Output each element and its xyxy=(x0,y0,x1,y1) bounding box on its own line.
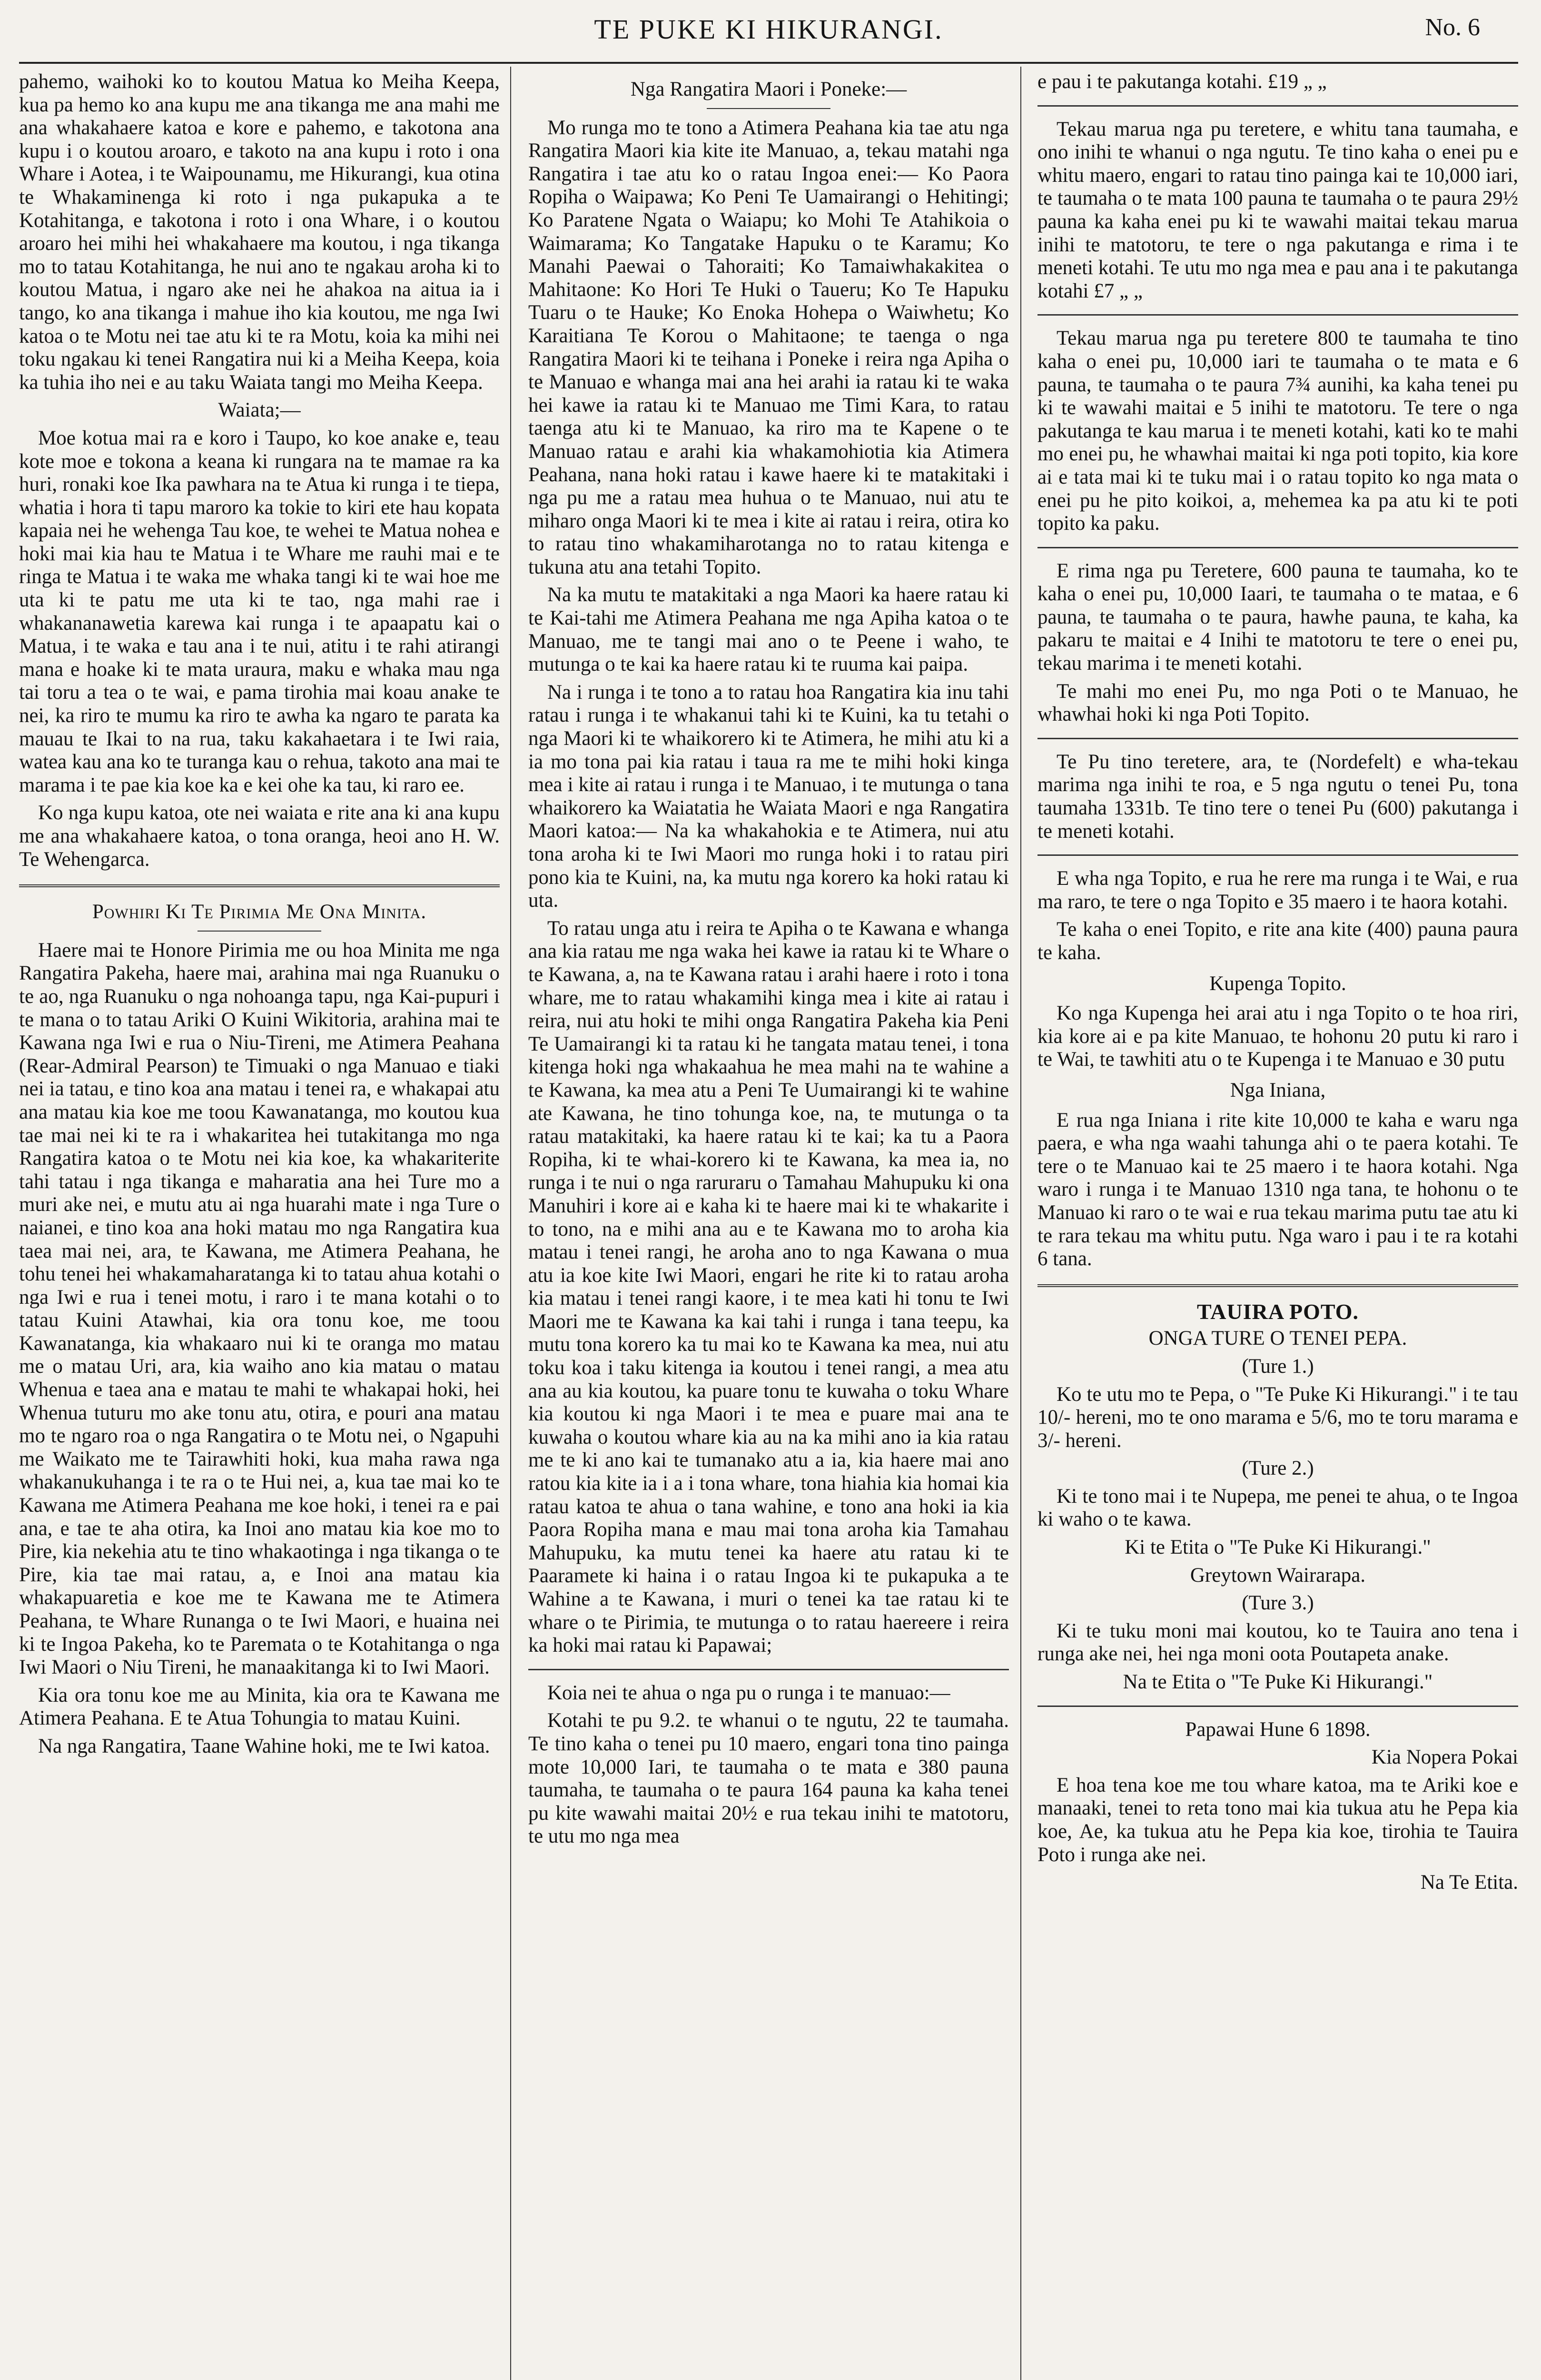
masthead xyxy=(19,0,1518,64)
column-3 xyxy=(1037,70,1518,1899)
article-paragraph: E wha nga Topito, e rua he rere ma runga i te Wai, e rua ma raro, te tere o nga Topito e 35 maero i te haora kotahi. xyxy=(1037,867,1518,913)
ture-1-text: Ko te utu mo te Pepa, o "Te Puke Ki Hikurangi." i te tau 10/- hereni, mo te ono marama e 5/6, mo te toru marama e 3/- hereni. xyxy=(1037,1383,1518,1452)
heading-rule xyxy=(707,108,830,109)
article-paragraph: Koia nei te ahua o nga pu o runga i te manuao:— xyxy=(547,1681,950,1704)
waiata-label: Waiata;— xyxy=(218,399,301,422)
article-paragraph: Kia ora tonu koe me au Minita, kia ora te Kawana me Atimera Peahana. E te Atua Tohungia to matau Kuini. xyxy=(19,1684,500,1730)
article-paragraph: Ko nga Kupenga hei arai atu i nga Topito o te hoa riri, kia kore ai e pa kite Manuao, te hohonu 20 putu ki raro i te Wai, te tawhiti atu o te Kupenga i te Manuao e 30 putu xyxy=(1037,1002,1518,1071)
section-divider xyxy=(1037,854,1518,856)
ture-3-signature: Na te Etita o "Te Puke Ki Hikurangi." xyxy=(1123,1671,1433,1694)
article-paragraph: e pau i te pakutanga kotahi. £19 „ „ xyxy=(1037,70,1327,93)
ture-2-label: (Ture 2.) xyxy=(1242,1457,1314,1480)
iniana-heading: Nga Iniana, xyxy=(1230,1079,1326,1101)
article-paragraph: To ratau unga atu i reira te Apiha o te Kawana e whanga ana kia ratau me nga waka hei kawe ia ratau ki te Whare o te Kawana, a, na te Kawana ratau i arahi haere i roto i tona whare, me to ratau whakamihi kinga mea i kite ai ratau i reira, nui atu hoki te mihi onga Rangatira Pakeha kia Peni Te Uamairangi ki ta ratau ki he tangata matau tenei, i tona kitenga hoki nga whakaahua he mea mahi na te wahine a te Kawana, ka mea atu a Peni Te Uumairangi ki te wahine ate Kawana, he tino tohunga koe, na, te mutunga o ta ratau matakitaki, ka haere ratau ki te kai; ka tu a Paora Ropiha, ki te whai-korero ki te Kawana, ka mea ia, no runga i te nui o nga raruraru o Tamahau Mahupuku ki ona Manuhiri i kore ai e kaha ki te haere mai ki te whakarite i to tono, na e mihi ana au e te Kawana mo to aroha kia matau i tenei rangi, he aroha ano to nga Kawana o mua atu ia koe kite Iwi Maori, engari he rite ki to ratau aroha kia matau i tenei rangi kaore, i te mea kati hi tonu te Iwi Maori me te Kawana ka kai tahi i runga i tana teepu, ka mutu tona korero ka tu mai ko te Kawana ka mea, nui atu toku koa i taku kitenga ia koutou i tenei rangi, a mea atu ana au kia koutou, ka puare tonu te kuwaha o toku Whare kia koutou ki nga Maori i te mea e puare mai ana te kuwaha o koutou whare kia au na ka mihi ano ia kia ratau me te ki ano kai te tumanako atu a ia, kia haere mai ano ratou kia kite ia i a i tona whare, tona hiahia kia homai kia ratau katoa te ahua o tana wahine, e tono ana hoki ia kia Paora Ropiha mana e mau mai tona aroha kia Tamahau Mahupuku, ka mutu tenei ka haere atu ratau ki te Paaramete ki haina i o ratau Ingoa ki te pukapuka a te Wahine a te Kawana, i muri o tenei ka tae ratau ki te whare o te Pirimia, te mutunga o to ratau haereere i reira ka hoki mai ratau ki Papawai; xyxy=(528,917,1009,1657)
article-paragraph: Ko nga kupu katoa, ote nei waiata e rite ana ki ana kupu me ana whakahaere katoa, o tona oranga, heoi ano H. W. Te Wehengarca. xyxy=(19,802,500,871)
section-divider xyxy=(1037,1706,1518,1707)
article-paragraph: Te kaha o enei Topito, e rite ana kite (400) pauna paura te kaha. xyxy=(1037,918,1518,964)
kupenga-heading: Kupenga Topito. xyxy=(1209,972,1346,995)
issue-number: No. 6 xyxy=(1425,14,1480,41)
section-divider xyxy=(19,884,500,887)
ture-3-text: Ki te tuku moni mai koutou, ko te Tauira ano tena i runga ake nei, hei nga moni oota Poutapeta anake. xyxy=(1037,1619,1518,1666)
article-paragraph: Tekau marua nga pu teretere 800 te taumaha te tino kaha o enei pu, 10,000 iari te taumaha o te mata e 6 pauna, te taumaha o te paura 7¾ aunihi, ka kaha tenei pu ki te wawahi maitai e 5 inihi te matotoru. Te tere o nga pakutanga te kau marua i te meneti kotahi, kati ko te mahi mo enei pu, he whawhai maitai ki nga poti topito, kia kore ai e tata mai ki te tuku mai i o ratau topito ko nga mata o enei pu he pito koikoi, a, mehemea ka pa atu ki te poti topito ka paku. xyxy=(1037,327,1518,535)
section-divider xyxy=(1037,547,1518,548)
letter-dateline: Papawai Hune 6 1898. xyxy=(1185,1718,1371,1741)
tauira-subtitle: ONGA TURE O TENEI PEPA. xyxy=(1148,1327,1407,1350)
letter-body: E hoa tena koe me tou whare katoa, ma te Ariki koe e manaaki, tenei to reta tono mai kia tukua atu he Pepa kia koe, Ae, ka tukua atu he Pepa kia koe, tirohia te Tauira Poto i runga ake nei. xyxy=(1037,1774,1518,1866)
column-1 xyxy=(19,70,500,1763)
tauira-title: TAUIRA POTO. xyxy=(1196,1299,1359,1324)
article-paragraph: Mo runga mo te tono a Atimera Peahana kia tae atu nga Rangatira Maori kia kite ite Manuao, a, tekau matahi nga Rangatira i tae atu ko o ratau Ingoa enei:— Ko Paora Ropiha o Waipawa; Ko Peni Te Uamairangi o Hehitingi; Ko Paratene Ngata o Waiapu; ko Mohi Te Atahikoia o Waimarama; Ko Tangatake Hapuku o te Karamu; Ko Manahi Paewai o Tahoraiti; Ko Tamaiwhakakitea o Mahitaone: Ko Hori Te Huki o Taueru; Ko Te Hapuku Tuaru o te Hauke; Ko Enoka Hohepa o Waiwhetu; Ko Karaitiana Te Korou o Mahitaone; te taenga o nga Rangatira Maori ki te teihana i Poneke i reira nga Apiha o te Manuao e whanga mai ana hei arahi ia ratau ki te waka hei kawe ia ratau ki te Manuao me Timi Kara, to ratau taenga atu ki te Manuao, ka riro ma te Kapene o te Manuao ratau e arahi kia whakamohiotia kia Atimera Peahana, nana hoki ratau i kawe haere ki te matakitaki i nga pu me a ratau mea huhua o te Manuao, nui atu te miharo onga Maori ki te mea i kite ai ratau i reira, otira ko to ratau tino whakamiharotanga no to ratau kitenga e tukuna atu ana tetahi Topito. xyxy=(528,116,1009,578)
heading-rule xyxy=(198,931,321,932)
section-divider xyxy=(1037,1284,1518,1287)
section-divider xyxy=(1037,105,1518,107)
section-divider xyxy=(528,1669,1009,1670)
article-paragraph: Haere mai te Honore Pirimia me ou hoa Minita me nga Rangatira Pakeha, haere mai, arahina mai nga Ruanuku o te ao, nga Ruanuku o nga nohoanga tapu, nga Kai-pupuri i te mana o to tatau Ariki O Kuini Wikitoria, arahina mai te Kawana nga Iwi e rua o Niu-Tireni, me Atimera Peahana (Rear-Admiral Pearson) te Timuaki o nga Manuao e tiaki nei ia tatau, e tino koa ana matau i tenei ra, e whakapai atu ana matau kia koe me toou Kawanatanga, mo koutou kua tae mai nei ki te ra i whakaritea hei tutakitanga mo nga Rangatira katoa o te Motu nei kia koe, ka whakariterite tahi tatau i nga tikanga e maharatia ana hei Ture mo a muri ake nei, e mutu atu ai nga huarahi mate i nga Ture o naianei, e tino koa ana hoki matau mo nga Rangatira kua taea mai nei, ara, te Kawana, me Atimera Peahana, he tohu tenei hei whakamaharatanga ki to tatau ahua kotahi o nga Iwi e rua i tenei motu, i raro i te mana kotahi o to tatau Kuini Atawhai, kia ora tonu koe, me toou Kawanatanga, kia whakaaro nui ki te oranga mo matau me o matau Uri, ara, kia waiho ano kia matau o matau Whenua e taea ana e matau te mahi te whakapai hoki, hei Whenua tuturu mo ake tonu atu, otira, e pouri ana matau mo te ngaro roa o nga Rangatira o te Motu nei, o Ngapuhi me Waikato me te Tairawhiti hoki, kua maha rawa nga whakanukuhanga i te ra o te Hui nei, a, kua tae mai ko te Kawana me Atimera Peahana me koe hoki, i tenei ra e pai ana, e tae te aha otira, ka Inoi ano matau kia koe mo to Pire, kia nekehia atu te tino whakaotinga i nga tikanga o te Pire, kia tae mai ratau, a, e Inoi ana matau kia whakapuaretia e koe me te Kawana me te Atimera Peahana, te Whare Runanga o te Iwi Maori, e huaina nei ki te Ingoa Pakeha, ko te Paremata o te Kotahitanga o nga Iwi Maori o Niu Tireni, he manaakitanga ki to Iwi Maori. xyxy=(19,939,500,1679)
column-divider xyxy=(1020,67,1021,2380)
column-divider xyxy=(510,67,511,2380)
ture-1-label: (Ture 1.) xyxy=(1242,1355,1314,1378)
article-paragraph: Na i runga i te tono a to ratau hoa Rangatira kia inu tahi ratau i runga i te whakanui tahi ki te Kuini, ka tu tetahi o nga Maori ki te whaikorero ki te Atimera, he mihi atu ki a ia mo tona pai kia ratau i taua ra me te mihi hoki kinga mea i kite ai ratau i runga i te Manuao, i te mutunga o tana whaikorero ka Waiatatia he Waiata Maori e nga Rangatira Maori katoa:— Na ka whakahokia e te Atimera, nui atu tona aroha ki te Iwi Maori mo runga hoki i to ratau piri pono kia te Kuini, na, ka mutu nga korero ka hoki ratau ki uta. xyxy=(528,681,1009,912)
column-2 xyxy=(528,70,1009,1853)
article-paragraph: Na nga Rangatira, Taane Wahine hoki, me te Iwi katoa. xyxy=(38,1735,490,1757)
article-paragraph: Te Pu tino teretere, ara, te (Nordefelt) e wha-tekau marima nga inihi te roa, e 5 nga ngutu o tenei Pu, tona taumaha 1331b. Te tino tere o tenei Pu (600) pakutanga i te meneti kotahi. xyxy=(1037,750,1518,843)
ture-2-text: Ki te tono mai i te Nupepa, me penei te ahua, o te Ingoa ki waho o te kawa. xyxy=(1037,1485,1518,1531)
article-paragraph: Te mahi mo enei Pu, mo nga Poti o te Manuao, he whawhai hoki ki nga Poti Topito. xyxy=(1037,680,1518,726)
ture-3-label: (Ture 3.) xyxy=(1242,1592,1314,1615)
article-paragraph: E rua nga Iniana i rite kite 10,000 te kaha e waru nga paera, e wha nga waahi tahunga ahi o te paera kotahi. Te tere o te Manuao kai te 25 maero i te haora kotahi. Nga waro i runga i te Manuao 1310 nga tana, te hohonu o te Manuao ki raro o te wai e rua tekau marima putu tae atu ki te rara tekau ma whitu putu. Nga waro i pau i te ra kotahi 6 tana. xyxy=(1037,1109,1518,1270)
letter-addressee: Kia Nopera Pokai xyxy=(1371,1746,1518,1769)
ture-2-address: Ki te Etita o "Te Puke Ki Hikurangi." xyxy=(1125,1536,1431,1559)
section-divider xyxy=(1037,314,1518,316)
article-paragraph: Tekau marua nga pu teretere, e whitu tana taumaha, e ono inihi te whanui o nga ngutu. Te tino kaha o enei pu e whitu maero, engari to ratau tino painga kai te 10,000 iari, te taumaha o te mata 100 pauna te taumaha o te paura 29½ pauna ka kaha enei pu ki te wawahi maitai tekau marua inihi te matotoru, te tere o nga pakutanga e rima i te meneti kotahi. Te utu mo nga mea e pau ana i te pakutanga kotahi £7 „ „ xyxy=(1037,118,1518,302)
section-divider xyxy=(1037,738,1518,739)
ture-2-address-town: Greytown Wairarapa. xyxy=(1190,1564,1366,1587)
article-paragraph: pahemo, waihoki ko to koutou Matua ko Meiha Keepa, kua pa hemo ko ana kupu me ana tikanga me ana mahi me ana whakahaere katoa e kore e pahemo, e takotona ana kupu i o koutou aroaro, e takoto na ana kupu i roto i ona Whare i Aotea, i te Waipounamu, me Hikurangi, kua otina te Whakaminenga ki roto i nga pukapuka a te Kotahitanga, e takotona i roto i ona Whare, i o koutou aroaro hei mihi hei whakahaere ma koutou, i nga tikanga mo to tatau Kotahitanga, he nui ano te ngakau aroha ki to koutou Matua, i ngaro ake nei he ahakoa na aitua ia i tango, ko ana tikanga i mahue iho kia koutou, me nga Iwi katoa o te Motu nei tae atu ki te ra Motu, koia ka mihi nei toku ngakau ki tenei Rangatira nui ki a Meiha Keepa, koia ka tuhia iho nei e au taku Waiata tangi mo Meiha Keepa. xyxy=(19,70,500,394)
letter-signature: Na Te Etita. xyxy=(1420,1871,1518,1894)
powhiri-heading: Powhiri Ki Te Pirimia Me Ona Minita. xyxy=(92,901,427,923)
article-paragraph: Kotahi te pu 9.2. te whanui o te ngutu, 22 te taumaha. Te tino kaha o tenei pu 10 maero, engari tona tino painga mote 10,000 Iari, te taumaha o te mata e 380 pauna taumaha, te taumaha o te paura 164 pauna ka kaha tenei pu kite wawahi maitai 20½ e rua tekau inihi te matotoru, te utu mo nga mea xyxy=(528,1709,1009,1848)
article-paragraph: Na ka mutu te matakitaki a nga Maori ka haere ratau ki te Kai-tahi me Atimera Peahana me nga Apiha katoa o te Manuao, me te tangi mai ano o te Peene i waho, te mutunga o te kai ka haere ratau ki te ruuma kai paipa. xyxy=(528,584,1009,676)
rangatira-heading: Nga Rangatira Maori i Poneke:— xyxy=(630,78,907,100)
article-paragraph: E rima nga pu Teretere, 600 pauna te taumaha, ko te kaha o enei pu, 10,000 Iaari, te taumaha o te mataa, e 6 pauna, te taumaha o te paura, hawhe pauna, te kaha, ka pakaru te maitai e 4 Inihi te matotoru te tere o enei pu, tekau marima i te meneti kotahi. xyxy=(1037,559,1518,675)
waiata-text: Moe kotua mai ra e koro i Taupo, ko koe anake e, teau kote moe e tokona a keana ki rungara na te mamae ra ka huri, ronaki koe Ika pawhara na te Atua ki runga i te tiepa, whatia i hora ti tapu maroro ka tokie to kiri ete hau kopata kapaia nei he wehenga Tau koe, te wehei te Matua nohea e hoki mai kia hau te Matua i te Whare me rauhi mai e te ringa te Matua i te waka me whaka tangi ki te wai hoe me uta ki te patu me uta ki te tao, nga mahi rae i whakananawetia karewa kai runga i te apaapatu kai o Matua, i te waka e tau ana i te nui, atitu i te rahi atirangi mana e hoake ki te mata uraura, maku e whaka mau nga tai toru a tea o te wai, e pama tirohia mai koau anake te nei, ka riro te mumu ka riro te awha ka ngaro te parata ka mauau te Ikai to na rua, taku kakahaetara i te Iwi raia, watea kau ana ko te turanga kau o rehua, takoto ana mai te marama i te pae kia koe ka e kei ohe ka tau, ki raro ee. xyxy=(19,426,500,796)
newspaper-title: TE PUKE KI HIKURANGI. xyxy=(594,14,943,45)
